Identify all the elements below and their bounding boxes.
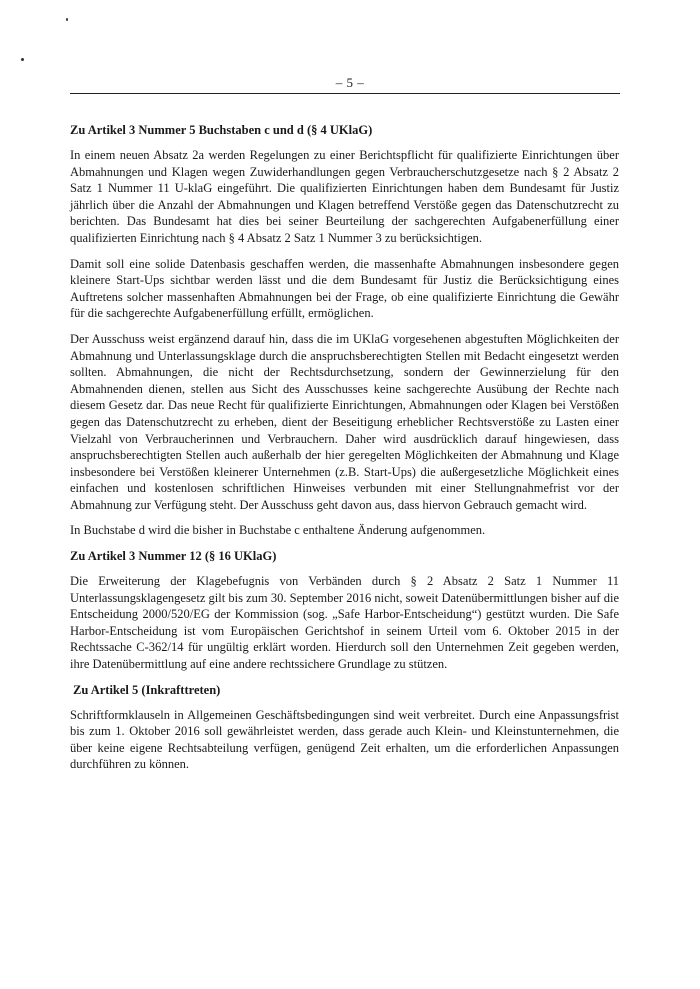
header-rule (70, 93, 620, 94)
paragraph: Der Ausschuss weist ergänzend darauf hin, dass die im UKlaG vorgesehenen abgestuften Möglichkeiten der Abmahnung und Unterlassungsklage durch die anspruchsberechtigten Stellen mit Bedacht eingesetzt werden sollten. Abmahnungen, die nicht der Rechtsdurchsetzung, sondern der Gewinnerzielung für den Abmahnenden dienen, stellen aus Sicht des Ausschusses keine sachgerechte Ausübung der Rechte nach diesem Gesetz dar. Das neue Recht für qualifizierte Einrichtungen, Abmahnungen oder Klagen bei Verstößen gegen das Datenschutzrecht zu erheben, dient der Beseitigung erheblicher Rechtsverstöße zu Lasten einer Vielzahl von Verbraucherinnen und Verbrauchern. Daher wird ausdrücklich darauf hingewiesen, dass anspruchsberechtigten Stellen auch außerhalb der hier geregelten Möglichkeiten der Abmahnung und Klage insbesondere bei Verstößen kleinerer Unternehmen (z.B. Start-Ups) die außergesetzliche Möglichkeit eines einfachen und kostenlosen schriftlichen Hinweises verbunden mit einer Stellungnahmefrist vor der Abmahnung zur Verfügung steht. Der Ausschuss geht davon aus, dass hiervon Gebrauch gemacht wird. (70, 331, 619, 512)
section-artikel-3-nr-12 (70, 548, 619, 673)
paragraph: In einem neuen Absatz 2a werden Regelungen zu einer Berichtspflicht für qualifizierte Einrichtungen über Abmahnungen und Klagen wegen Zuwiderhandlungen gegen Verbraucherschutzgesetze nach § 2 Absatz 2 Satz 1 Nummer 11 U-klaG eingeführt. Die qualifizierten Einrichtungen haben dem Bundesamt für Justiz jährlich über die Anzahl der Abmahnungen und Klagen betreffend Verstöße gegen das Datenschutzrecht zu berichten. Das Bundesamt hat dies bei seiner Beurteilung der sachgerechten Aufgabenerfüllung einer qualifizierten Einrichtung nach § 4 Absatz 2 Satz 1 Nummer 3 zu berücksichtigen. (70, 148, 619, 245)
section-heading: Zu Artikel 3 Nummer 12 (§ 16 UKlaG) (70, 549, 277, 564)
section-heading: Zu Artikel 5 (Inkrafttreten) (73, 682, 221, 697)
section-heading: Zu Artikel 3 Nummer 5 Buchstaben c und d (§ 4 UKlaG) (70, 123, 373, 137)
section-artikel-5 (70, 682, 619, 773)
document-body (70, 122, 619, 782)
scan-speck (66, 18, 68, 21)
paragraph: Schriftformklauseln in Allgemeinen Geschäftsbedingungen sind weit verbreitet. Durch eine Anpassungsfrist bis zum 1. Oktober 2016 soll gewährleistet werden, dass gerade auch Klein- und Kleinstunternehmen, die über keine eigene Rechtsabteilung verfügen, genügend Zeit erhalten, um die erforderlichen Anpassungen durchführen zu können. (70, 707, 619, 772)
page-number: – 5 – (335, 75, 365, 90)
paragraph: In Buchstabe d wird die bisher in Buchstabe c enthaltene Änderung aufgenommen. (70, 523, 486, 538)
section-artikel-3-nr-5 (70, 122, 619, 539)
paragraph: Damit soll eine solide Datenbasis geschaffen werden, die massenhafte Abmahnungen insbesondere gegen kleinere Start-Ups sichtbar werden lässt und die dem Bundesamt für Justiz die Berücksichtigung eines Auftretens solcher massenhaften Abmahnungen bei der Frage, ob eine qualifizierte Einrichtung die Gewähr für die sachgerechte Aufgabenerfüllung erfüllt, ermöglichen. (70, 256, 619, 321)
paragraph: Die Erweiterung der Klagebefugnis von Verbänden durch § 2 Absatz 2 Satz 1 Nummer 11 Unterlassungsklagengesetz gilt bis zum 30. September 2016 nicht, soweit Datenübermittlungen bisher auf die Entscheidung 2000/520/EG der Kommission (sog. „Safe Harbor-Entscheidung“) gestützt wurden. Die Safe Harbor-Entscheidung ist vom Europäischen Gerichtshof in seinem Urteil vom 6. Oktober 2015 in der Rechtssache C-362/14 für ungültig erklärt worden. Hierdurch soll den Unternehmen Zeit gegeben werden, ihre Datenübermittlung auf eine andere rechtssichere Grundlage zu stützen. (70, 574, 619, 672)
scan-speck (21, 58, 24, 61)
